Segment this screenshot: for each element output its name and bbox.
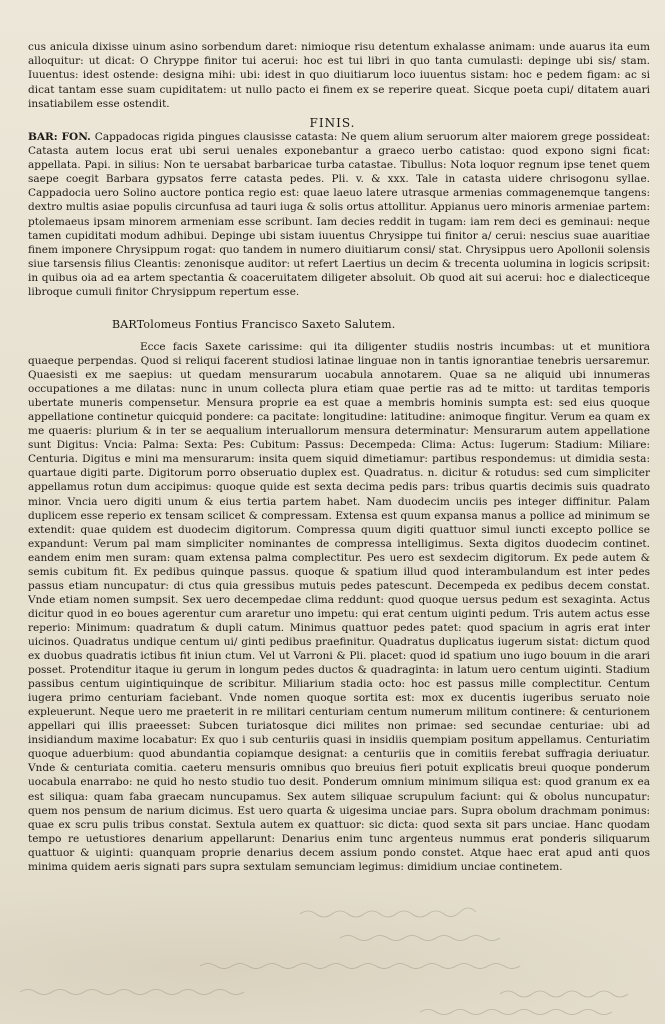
finis-marker: FINIS. — [309, 116, 356, 130]
intro-paragraph: cus anicula dixisse uinum asino sorbendum daret: nimioque risu detentum exhalasse animam: unde auarus ita eum alloquitur: ut dicat: O Chryppe finitor tui acerui: hoc est tui libri in quo tanta cumulasti: depinge ubi sis/ stam. Iuuentus: idest ostende: designa mihi: ubi: idest in quo diuitiarum loco iuuentus sistam: hoc e pedem figam: ac si dicat tantam esse suam cupiditatem: ut nullo pacto ei finem ex se reperire queat. Sicque poeta cupi/ ditatem auari insatiabilem esse ostendit. — [28, 41, 650, 110]
commentary-label: BAR: FON. — [28, 131, 91, 143]
letter-heading: BARTolomeus Fontius Francisco Saxeto Salutem. — [112, 318, 396, 331]
commentary-paragraph — [28, 130, 650, 299]
handwritten-marginalia — [0, 894, 665, 1024]
letter-body: Ecce facis Saxete carissime: qui ita diligenter studiis nostris incumbas: ut et munitiora quaeque perpendas. Quod si reliqui facerent studiosi latinae linguae non in tantis ignorantiae tenebris uersaremur. Quaesisti ex me saepius: ut quedam mensurarum uocabula annotarem. Quae sa ne aliquid ubi innumeras occupationes a me dilatas: nunc in unum collecta plura etiam quae pertie ras ad te mitto: ut tarditas temporis ubertate muneris compensetur. Mensura proprie ea est quae a membris hominis sumpta est: sed eius quoque appellatione continetur quicquid pondere: ca pacitate: longitudine: latitudine: animoque fingitur. Verum ea quam ex me quaeris: plurium & in ter se aequalium interuallorum mensura determinatur: Mensurarum autem appellatione sunt Digitus: Vncia: Palma: Sexta: Pes: Cubitum: Passus: Decempeda: Clima: Actus: Iugerum: Stadium: Miliare: Centuria. Digitus e mini ma mensurarum: insita quem siquid dimetiamur: partibus respondemus: ut dimidia sesta: quartaue digiti parte. Digitorum porro obseruatio duplex est. Quadratus. n. dicitur & rotudus: sed cum simpliciter appellamus rotun dum accipimus: quoque quide est sexta decima pedis pars: tribus quartis decimis suis quadrato minor. Vncia uero digiti unum & eius tertia partem habet. Nam duodecim unciis pes integer diffinitur. Palam duplicem esse reperio ex tensam scilicet & compressam. Extensa est quum expansa manus a pollice ad minimum se extendit: quae quidem est duodecim digitorum. Compressa quum digiti quattuor simul iuncti excepto pollice se expandunt: Verum pal mam simpliciter nominantes de compressa intelligimus. Sexta digitos duodecim continet. eandem enim men suram: quam extensa palma complectitur. Pes uero est sexdecim digitorum. Ex pede autem & semis cubitum fit. Ex pedibus quinque passus. quoque & spatium illud quod interambulandum est inter pedes passus etiam nuncupatur: di ctus quia gressibus mutuis pedes patescunt. Decempeda ex pedibus decem constat. Vnde etiam nomen sumpsit. Sex uero decempedae clima reddunt: quod quoque uersus pedum est sexaginta. Actus dicitur quod in eo boues agerentur cum araretur uno impetu: qui erat centum uiginti pedum. Tris autem actus esse reperio: Minimum: quadratum & dupli catum. Minimus quattuor pedes patet: quod spacium in agris erat inter uicinos. Quadratus undique centum ui/ ginti pedibus praefinitur. Quadratus duplicatus iugerum sistat: dictum quod ex duobus quadratis ictibus fit iniun ctum. Vel ut Varroni & Pli. placet: quod id spatium uno iugo bouum in die arari posset. Protenditur itaque iu gerum in longum pedes ductos & quadraginta: in latum uero centum uiginti. Stadium passibus centum uigintiquinque de scribitur. Miliarium stadia octo: hoc est passus mille complectitur. Centum iugera primo centuriam faciebant. Vnde nomen quoque sortita est: mox ex ducentis iugeribus seruato noie expleuerunt. Neque uero me praeterit in re militari centuriam centum numerum militum continere: & centurionem appellari qui illis praeesset: Subcen turiatosque dici milites non primae: sed secundae centuriae: ubi ad insidiandum maxime locabatur: Ex quo i sub centuriis quasi in insidiis quempiam positum appellamus. Centuriatim quoque aduerbium: quod abundantia copiamque designat: a centuriis que in comitiis ferebat suffragia deriuatur. Vnde & centuriata comitia. caeteru mensuris omnibus quo breuius fieri potuit explicatis breui quoque ponderum uocabula enarrabo: ne quid ho nesto studio tuo desit. Ponderum omnium minimum siliqua est: quod granum ex ea est siliqua: quam faba graecam nuncupamus. Sex autem siliquae scrupulum faciunt: qui & obolus nuncupatur: quem nos pensum de narium dicimus. Est uero quarta & uigesima unciae pars. Supra obolum drachmam ponimus: quae ex scru pulis tribus constat. Sextula autem ex quattuor: sic dicta: quod sexta sit pars unciae. Hanc quodam tempo re uetustiores denarium appellarunt: Denarius enim tunc argenteus nummus erat ponderis siliquarum quattuor & uiginti: quanquam proprie denarius decem assium pondo constet. Atque haec erat apud anti quos minima quidem aeris signati pars supra sextulam semunciam legimus: dimidium unciae continetem. — [28, 341, 650, 873]
commentary-text: Cappadocas rigida pingues clausisse catasta: Ne quem alium seruorum alter maiorem grege possideat: Catasta autem locus erat ubi serui uenales exponebantur a graeco uerbo catistao: quod expono signi ficat: appellata. Papi. in silius: Non te uersabat barbaricae turba catastae. Tibullus: Nota loquor regnum ipse tenet quem saepe coegit Barbara gypsatos ferre catasta pedes. Pli. v. & xxx. Tale in catasta uidere chrisogonu syllae. Cappadocia uero Solino auctore pontica regio est: quae laeuo latere utrasque armenias commagenemque tangens: dextro multis asiae populis circunfusa ad tauri iuga & solis ortus attollitur. Appianus uero minoris armeniae partem: ptolemaeus ipsam minorem armeniam esse scribunt. Iam decies reddit in tugam: iam rem deci es geminaui: neque tamen cupiditati modum adhibui. Depinge ubi sistam iuuentus Chrysippe tui finitor a/ cerui: nescius suae auaritiae finem imponere Chrysippum rogat: quo tandem in numero diuitiarum consi/ stat. Chrysippus uero Apollonii solensis siue tarsensis filius Cleantis: zenonisque auditor: ut refert Laertius un decim & trecenta uolumina in logicis scripsit: in quibus oia ad ea artem spectantia & coaceruitatem diligeter absoluit. Ob quod ait sui acerui: hoc e dialecticeque libroque cumuli finitor Chrysippum repertum esse. — [28, 131, 650, 299]
